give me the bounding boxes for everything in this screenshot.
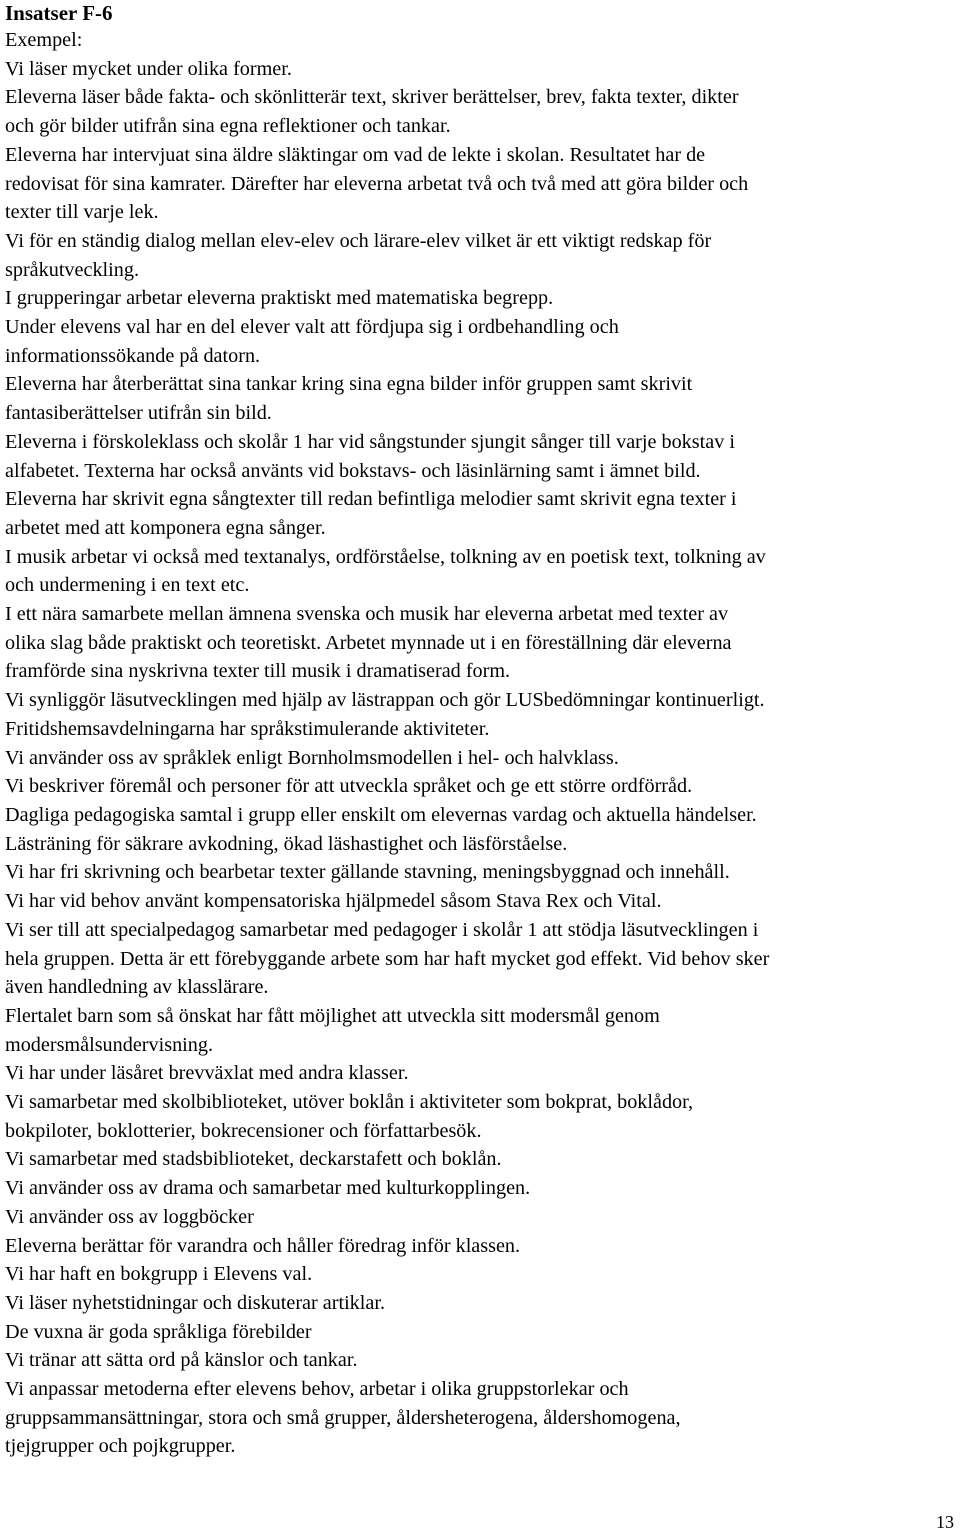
text-line: I grupperingar arbetar eleverna praktiskt med matematiska begrepp.	[5, 287, 554, 310]
text-line: Vi använder oss av språklek enligt Bornholmsmodellen i hel- och halvklass.	[5, 746, 619, 769]
text-line: I ett nära samarbete mellan ämnena svenska och musik har eleverna arbetat med texter av	[5, 603, 729, 626]
text-line: informationssökande på datorn.	[5, 344, 261, 367]
text-line: Vi använder oss av loggböcker	[5, 1205, 254, 1228]
text-line: Eleverna har skrivit egna sångtexter till redan befintliga melodier samt skrivit egna texter i	[5, 488, 737, 511]
text-line: Vi har vid behov använt kompensatoriska hjälpmedel såsom Stava Rex och Vital.	[5, 890, 662, 913]
text-line: Eleverna i förskoleklass och skolår 1 har vid sångstunder sjungit sånger till varje bokstav i	[5, 430, 735, 453]
text-line: arbetet med att komponera egna sånger.	[5, 516, 326, 539]
text-line: Vi anpassar metoderna efter elevens behov, arbetar i olika gruppstorlekar och	[5, 1378, 629, 1401]
text-line: Vi har haft en bokgrupp i Elevens val.	[5, 1263, 313, 1286]
text-line: De vuxna är goda språkliga förebilder	[5, 1320, 312, 1343]
page-number: 13	[936, 1512, 954, 1532]
text-line: texter till varje lek.	[5, 201, 159, 224]
text-line: tjejgrupper och pojkgrupper.	[5, 1435, 236, 1458]
text-line: Vi läser mycket under olika former.	[5, 57, 292, 80]
text-line: Vi för en ständig dialog mellan elev-elev och lärare-elev vilket är ett viktigt redskap för	[5, 229, 712, 252]
text-line: Eleverna har intervjuat sina äldre släktingar om vad de lekte i skolan. Resultatet har de	[5, 143, 706, 166]
text-line: Fritidshemsavdelningarna har språkstimulerande aktiviteter.	[5, 717, 490, 740]
text-line: Vi synliggör läsutvecklingen med hjälp av lästrappan och gör LUSbedömningar kontinuerligt.	[5, 689, 765, 712]
text-line: fantasiberättelser utifrån sin bild.	[5, 402, 272, 425]
text-line: även handledning av klasslärare.	[5, 976, 269, 999]
text-line: Lästräning för säkrare avkodning, ökad läshastighet och läsförståelse.	[5, 832, 568, 855]
text-line: Vi använder oss av drama och samarbetar med kulturkopplingen.	[5, 1177, 531, 1200]
text-line: språkutveckling.	[5, 258, 139, 281]
text-line: modersmålsundervisning.	[5, 1033, 214, 1056]
text-line: I musik arbetar vi också med textanalys, ordförståelse, tolkning av en poetisk text, tolkning av	[5, 545, 766, 568]
text-line: Vi samarbetar med stadsbiblioteket, deckarstafett och boklån.	[5, 1148, 502, 1171]
text-line: alfabetet. Texterna har också använts vid bokstavs- och läsinlärning samt i ämnet bild.	[5, 459, 701, 482]
text-line: Vi beskriver föremål och personer för att utveckla språket och ge ett större ordförråd.	[5, 775, 693, 798]
text-line: bokpiloter, boklotterier, bokrecensioner och författarbesök.	[5, 1119, 482, 1142]
text-line: Eleverna läser både fakta- och skönlitterär text, skriver berättelser, brev, fakta texter, dikter	[5, 86, 739, 109]
text-line: hela gruppen. Detta är ett förebyggande arbete som har haft mycket god effekt. Vid behov sker	[5, 947, 770, 970]
text-line: olika slag både praktiskt och teoretiskt. Arbetet mynnade ut i en föreställning där eleverna	[5, 631, 732, 654]
text-line: Eleverna berättar för varandra och håller föredrag inför klassen.	[5, 1234, 521, 1257]
text-line: Exempel:	[5, 29, 83, 51]
text-line: Vi tränar att sätta ord på känslor och tankar.	[5, 1349, 358, 1372]
text-line: och gör bilder utifrån sina egna reflektioner och tankar.	[5, 115, 451, 138]
text-line: gruppsammansättningar, stora och små grupper, åldersheterogena, åldershomogena,	[5, 1406, 681, 1429]
text-line: Vi läser nyhetstidningar och diskuterar artiklar.	[5, 1291, 385, 1314]
text-line: framförde sina nyskrivna texter till musik i dramatiserad form.	[5, 660, 511, 683]
document-page	[5, 0, 957, 1461]
text-line: Vi samarbetar med skolbiblioteket, utöver boklån i aktiviteter som bokprat, boklådor,	[5, 1091, 694, 1114]
text-line: Vi ser till att specialpedagog samarbetar med pedagoger i skolår 1 att stödja läsutvecklingen i	[5, 918, 759, 941]
text-line: Under elevens val har en del elever valt att fördjupa sig i ordbehandling och	[5, 316, 619, 339]
text-line: Dagliga pedagogiska samtal i grupp eller enskilt om elevernas vardag och aktuella händelser.	[5, 803, 757, 826]
text-line: Flertalet barn som så önskat har fått möjlighet att utveckla sitt modersmål genom	[5, 1004, 660, 1027]
text-line: redovisat för sina kamrater. Därefter har eleverna arbetat två och två med att göra bilder och	[5, 172, 749, 195]
body-text	[5, 26, 957, 1461]
section-heading: Insatser F-6	[5, 1, 113, 25]
text-line: Eleverna har återberättat sina tankar kring sina egna bilder inför gruppen samt skrivit	[5, 373, 693, 396]
text-line: Vi har under läsåret brevväxlat med andra klasser.	[5, 1062, 409, 1085]
text-line: och undermening i en text etc.	[5, 574, 250, 597]
text-line: Vi har fri skrivning och bearbetar texter gällande stavning, meningsbyggnad och innehåll.	[5, 861, 730, 884]
